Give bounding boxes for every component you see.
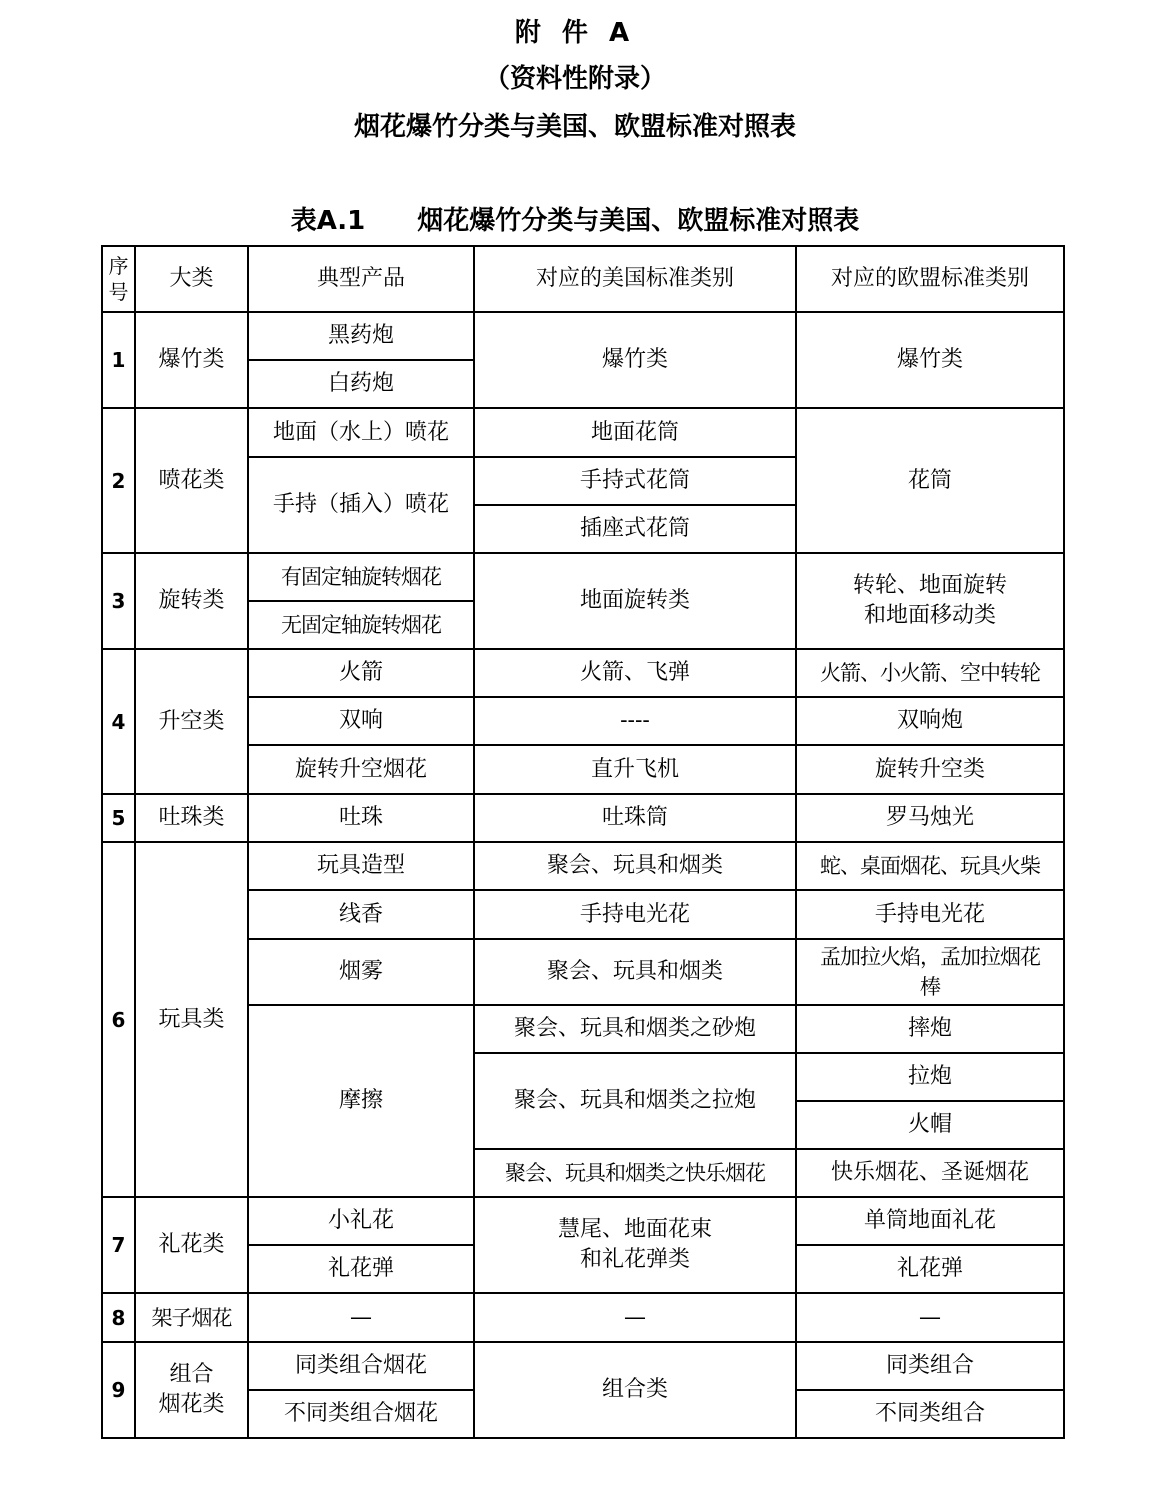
category-cell: 组合 烟花类 xyxy=(135,1342,248,1438)
eu-cell: 转轮、地面旋转 和地面移动类 xyxy=(796,553,1064,649)
header-product: 典型产品 xyxy=(248,246,474,312)
us-cell: 插座式花筒 xyxy=(474,505,796,553)
eu-cell: 罗马烛光 xyxy=(796,794,1064,842)
eu-cell: 礼花弹 xyxy=(796,1245,1064,1293)
row-number: 3 xyxy=(102,553,135,649)
product-cell: 旋转升空烟花 xyxy=(248,745,474,794)
row-number: 4 xyxy=(102,649,135,794)
eu-cell: 火帽 xyxy=(796,1101,1064,1149)
product-cell: 白药炮 xyxy=(248,360,474,408)
category-cell: 喷花类 xyxy=(135,408,248,553)
header-category: 大类 xyxy=(135,246,248,312)
us-cell: 组合类 xyxy=(474,1342,796,1438)
product-cell: 不同类组合烟花 xyxy=(248,1390,474,1438)
row-number: 7 xyxy=(102,1197,135,1293)
header-us: 对应的美国标准类别 xyxy=(474,246,796,312)
comparison-table xyxy=(101,245,1065,1439)
product-cell: 玩具造型 xyxy=(248,842,474,890)
us-cell: 慧尾、地面花束 和礼花弹类 xyxy=(474,1197,796,1293)
us-cell: 爆竹类 xyxy=(474,312,796,408)
eu-cell: 孟加拉火焰，孟加拉烟花 棒 xyxy=(796,939,1064,1005)
product-cell: 手持（插入）喷花 xyxy=(248,457,474,553)
category-cell: 旋转类 xyxy=(135,553,248,649)
table-row xyxy=(102,1342,1064,1390)
us-cell: 地面旋转类 xyxy=(474,553,796,649)
row-number: 5 xyxy=(102,794,135,842)
product-cell: 线香 xyxy=(248,890,474,939)
product-cell: 吐珠 xyxy=(248,794,474,842)
us-cell: 聚会、玩具和烟类 xyxy=(474,842,796,890)
product-cell: — xyxy=(248,1293,474,1342)
category-cell: 架子烟花 xyxy=(135,1293,248,1342)
table-row xyxy=(102,794,1064,842)
eu-cell: 拉炮 xyxy=(796,1053,1064,1101)
appendix-label: 附 件 A xyxy=(514,18,636,48)
eu-cell: 火箭、小火箭、空中转轮 xyxy=(796,649,1064,697)
table-row xyxy=(102,842,1064,890)
eu-cell: 不同类组合 xyxy=(796,1390,1064,1438)
eu-cell: 快乐烟花、圣诞烟花 xyxy=(796,1149,1064,1197)
eu-cell: 手持电光花 xyxy=(796,890,1064,939)
product-cell: 礼花弹 xyxy=(248,1245,474,1293)
us-cell: 火箭、飞弹 xyxy=(474,649,796,697)
appendix-type: （资料性附录） xyxy=(483,64,666,94)
product-cell: 双响 xyxy=(248,697,474,745)
us-cell: ---- xyxy=(474,697,796,745)
eu-cell: — xyxy=(796,1293,1064,1342)
table-row xyxy=(102,553,1064,601)
eu-cell: 单筒地面礼花 xyxy=(796,1197,1064,1245)
category-cell: 玩具类 xyxy=(135,842,248,1197)
table-caption: 表A.1 烟花爆竹分类与美国、欧盟标准对照表 xyxy=(290,206,860,236)
eu-cell: 摔炮 xyxy=(796,1005,1064,1053)
eu-cell: 旋转升空类 xyxy=(796,745,1064,794)
category-cell: 升空类 xyxy=(135,649,248,794)
row-number: 6 xyxy=(102,842,135,1197)
eu-cell: 花筒 xyxy=(796,408,1064,553)
category-cell: 礼花类 xyxy=(135,1197,248,1293)
us-cell: — xyxy=(474,1293,796,1342)
us-cell: 手持电光花 xyxy=(474,890,796,939)
product-cell: 有固定轴旋转烟花 xyxy=(248,553,474,601)
us-cell: 聚会、玩具和烟类之快乐烟花 xyxy=(474,1149,796,1197)
product-cell: 火箭 xyxy=(248,649,474,697)
category-cell: 吐珠类 xyxy=(135,794,248,842)
row-number: 9 xyxy=(102,1342,135,1438)
product-cell: 无固定轴旋转烟花 xyxy=(248,601,474,649)
appendix-title: 烟花爆竹分类与美国、欧盟标准对照表 xyxy=(353,112,796,142)
eu-cell: 蛇、桌面烟花、玩具火柴 xyxy=(796,842,1064,890)
eu-cell: 双响炮 xyxy=(796,697,1064,745)
eu-cell: 同类组合 xyxy=(796,1342,1064,1390)
table-header-row xyxy=(102,246,1064,312)
us-cell: 手持式花筒 xyxy=(474,457,796,505)
category-cell: 爆竹类 xyxy=(135,312,248,408)
product-cell: 黑药炮 xyxy=(248,312,474,360)
header-no: 序 号 xyxy=(102,246,135,312)
table-row xyxy=(102,408,1064,457)
product-cell: 同类组合烟花 xyxy=(248,1342,474,1390)
us-cell: 地面花筒 xyxy=(474,408,796,457)
product-cell: 烟雾 xyxy=(248,939,474,1005)
table-row xyxy=(102,649,1064,697)
row-number: 1 xyxy=(102,312,135,408)
us-cell: 聚会、玩具和烟类 xyxy=(474,939,796,1005)
row-number: 2 xyxy=(102,408,135,553)
row-number: 8 xyxy=(102,1293,135,1342)
us-cell: 聚会、玩具和烟类之砂炮 xyxy=(474,1005,796,1053)
table-row xyxy=(102,1293,1064,1342)
product-cell: 摩擦 xyxy=(248,1005,474,1197)
table-row xyxy=(102,1197,1064,1245)
us-cell: 吐珠筒 xyxy=(474,794,796,842)
us-cell: 直升飞机 xyxy=(474,745,796,794)
us-cell: 聚会、玩具和烟类之拉炮 xyxy=(474,1053,796,1149)
product-cell: 地面（水上）喷花 xyxy=(248,408,474,457)
eu-cell: 爆竹类 xyxy=(796,312,1064,408)
table-row xyxy=(102,312,1064,360)
header-eu: 对应的欧盟标准类别 xyxy=(796,246,1064,312)
product-cell: 小礼花 xyxy=(248,1197,474,1245)
